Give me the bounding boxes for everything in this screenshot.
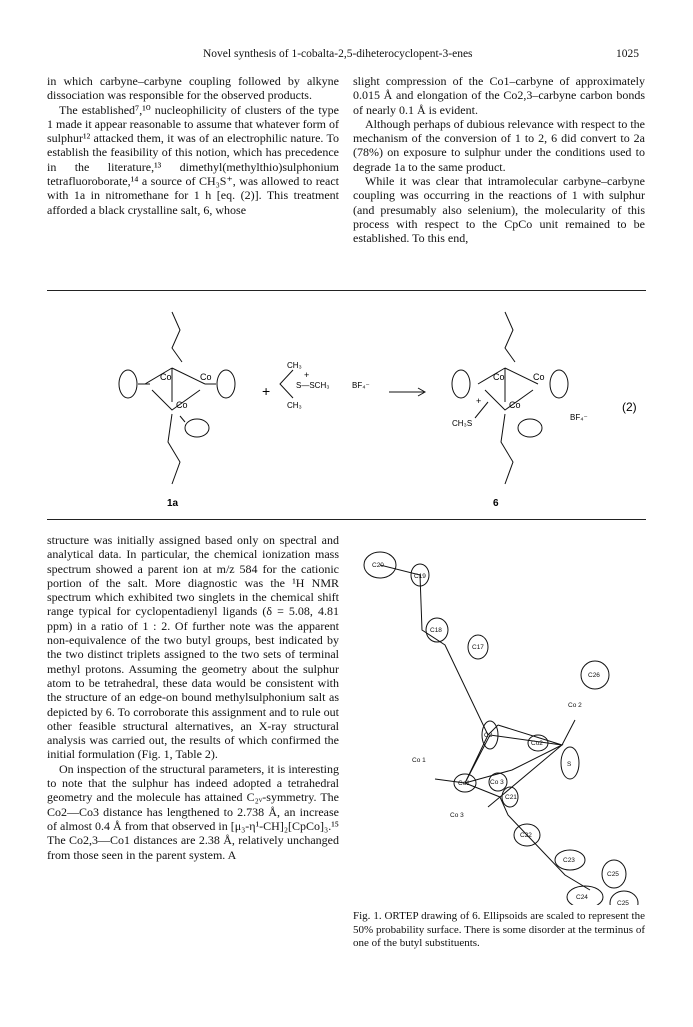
- top-right-column: [353, 74, 645, 246]
- divider-top: [47, 290, 646, 291]
- paragraph: Although perhaps of dubious relevance with respect to the mechanism of the conversion of 1 to 2, 6 did convert to 2a (78%) on exposure to sulphur under the conditions used to degrade 1a to the same product.: [353, 116, 645, 174]
- atom-label: Co 3: [490, 779, 504, 786]
- cobalt-label: Co: [533, 372, 545, 382]
- page-number: 1025: [616, 48, 639, 60]
- counterion-label: BF₄⁻: [352, 381, 370, 390]
- methyl-label: CH₃: [287, 401, 302, 410]
- cobalt-label: Co: [176, 400, 188, 410]
- compound-label-1a: 1a: [167, 498, 179, 509]
- divider-bottom: [47, 519, 646, 520]
- atom-label: C18: [430, 627, 442, 634]
- atom-label: Co1: [458, 780, 470, 787]
- atom-label: C25: [617, 900, 629, 905]
- cobalt-label: Co: [509, 400, 521, 410]
- atom-label: C19: [414, 573, 426, 580]
- equation-number: (2): [622, 400, 637, 414]
- plus-sign: +: [262, 383, 271, 399]
- running-header: [0, 48, 693, 64]
- reagent-label: S—SCH₃: [296, 381, 330, 390]
- charge-label: +: [304, 370, 310, 380]
- atom-label: C20: [372, 562, 384, 569]
- atom-label: C24: [576, 894, 588, 901]
- atom-label: C25: [607, 871, 619, 878]
- atom-label: C2: [484, 732, 493, 739]
- paragraph: structure was initially assigned based only on spectral and analytical data. In particular, the chemical ionization mass spectrum showed a parent ion at m/z 584 for the cationic portion of the salt. More diagnostic was the ¹H NMR spectrum which exhibited two singlets in the chemical shift range typical for cyclopentadienyl ligands (δ = 5.08, 4.81 ppm) in a ratio of 1 : 2. Of further note was the apparent non-equivalence of the two butyl groups, best indicated by the two distinct triplets assigned to the two sets of terminal methyl protons. Assuming the geometry about the sulphur atom to be tetrahedral, these data would be consistent with the structure of an edge-on bound methylsulphonium salt as depicted by 6. To corroborate this assignment and to rule out other feasible structural alternatives, an X-ray structural analysis was carried out, the results of which confirmed the initial formulation (Fig. 1, Table 2).: [47, 533, 339, 762]
- atom-label: C26: [588, 672, 600, 679]
- cobalt-label: Co: [493, 372, 505, 382]
- ortep-figure: [350, 535, 650, 905]
- paragraph: The established⁷,¹⁰ nucleophilicity of clusters of the type 1 made it appear reasonable to assume that whatever form of sulphur¹² attacked them, it was of an electrophilic nature. To establish the feasibility of this notion, which has precedence in the literature,¹³ dimethyl(methylthio)sulphonium tetrafluoroborate,¹⁴ a source of CH₃S⁺, was allowed to react with 1a in nitromethane for 1 h [eq. (2)]. This treatment afforded a black crystalline salt, 6, whose: [47, 102, 339, 217]
- paragraph: While it was clear that intramolecular carbyne–carbyne coupling was occurring in the reactions of 1 with sulphur (and presumably also selenium), the molecularity of this process with respect to the CpCo unit remained to be established. To this end,: [353, 174, 645, 246]
- paragraph: On inspection of the structural parameters, it is interesting to note that the sulphur has indeed adopted a tetrahedral geometry and the molecule has attained C₂ᵥ-symmetry. The Co2—Co3 distance has lengthened to 2.738 Å, an increase of almost 0.4 Å from that observed in [μ₃-η¹-CH]₂[CpCo]₃.¹⁵ The Co2,3—Co1 distances are 2.38 Å, relatively unchanged from those seen in the parent system. A: [47, 761, 339, 862]
- top-left-column: [47, 74, 339, 217]
- atom-label: Co2: [531, 740, 543, 747]
- cobalt-label: Co: [200, 372, 212, 382]
- bottom-left-column: [47, 533, 339, 862]
- charge-label: +: [476, 396, 482, 406]
- atom-label: Co 2: [568, 702, 582, 709]
- figure-caption: Fig. 1. ORTEP drawing of 6. Ellipsoids are scaled to represent the 50% probability surface. There is some disorder at the terminus of one of the butyl substituents.: [353, 910, 645, 949]
- methylthio-label: CH₃S: [452, 419, 473, 428]
- atom-label: C23: [563, 857, 575, 864]
- reaction-scheme: [0, 292, 693, 522]
- atom-label: Co 1: [412, 757, 426, 764]
- methyl-label: CH₃: [287, 361, 302, 370]
- atom-label: S: [567, 761, 572, 768]
- atom-label: C21: [505, 794, 517, 801]
- compound-label-6: 6: [493, 498, 499, 509]
- paragraph: slight compression of the Co1–carbyne of approximately 0.015 Å and elongation of the Co2,3–carbyne carbon bonds of nearly 0.1 Å is evident.: [353, 74, 645, 117]
- atom-label: Co 3: [450, 812, 464, 819]
- atom-label: C22: [520, 832, 532, 839]
- paragraph: in which carbyne–carbyne coupling followed by alkyne dissociation was responsible for the observed products.: [47, 74, 339, 103]
- cobalt-label: Co: [160, 372, 172, 382]
- running-title: Novel synthesis of 1-cobalta-2,5-diheterocyclopent-3-enes: [203, 48, 473, 60]
- counterion-label: BF₄⁻: [570, 413, 588, 422]
- atom-label: C17: [472, 644, 484, 651]
